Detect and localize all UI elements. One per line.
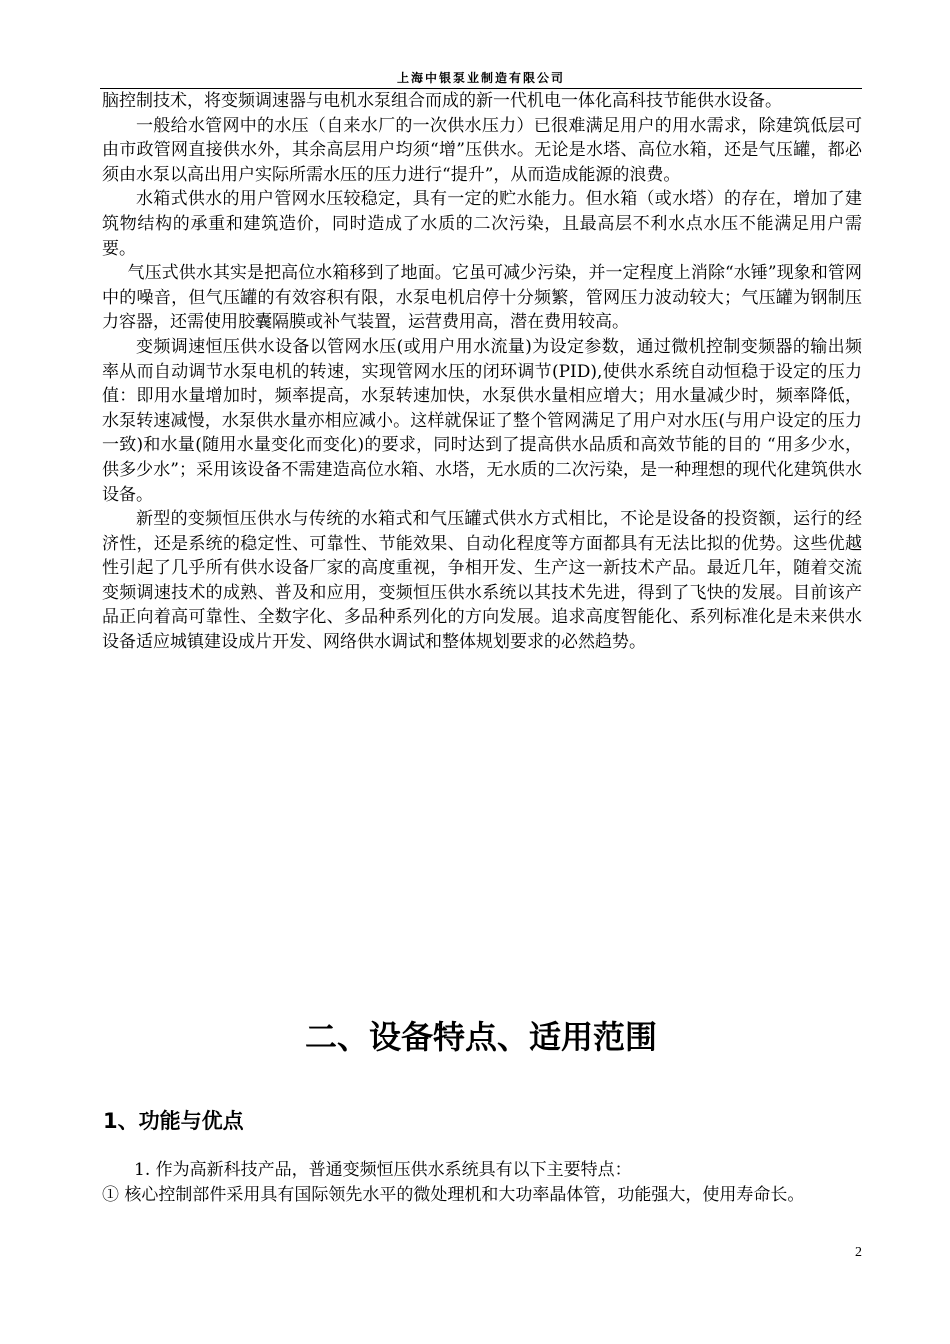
- paragraph-water-tank: 水箱式供水的用户管网水压较稳定，具有一定的贮水能力。但水箱（或水塔）的存在，增加了建筑物结构的承重和建筑造价，同时造成了水质的二次污染，且最高层不利水点水压不能满足用户需要。: [102, 189, 862, 259]
- paragraph-continuation: 脑控制技术，将变频调速器与电机水泵组合而成的新一代机电一体化高科技节能供水设备。: [102, 91, 782, 111]
- paragraph-water-pressure: 一般给水管网中的水压（自来水厂的一次供水压力）已很难满足用户的用水需求，除建筑低层可由市政管网直接供水外，其余高层用户均须“增”压供水。无论是水塔、高位水箱，还是气压罐，都必须由水泵以高出用户实际所需水压的压力进行“提升”，从而造成能源的浪费。: [102, 115, 862, 185]
- paragraph-pneumatic: 气压式供水其实是把高位水箱移到了地面。它虽可减少污染，并一定程度上消除“水锤”现象和管网中的噪音，但气压罐的有效容积有限，水泵电机启停十分频繁，管网压力波动较大；气压罐为钢制压力容器，还需使用胶囊隔膜或补气装置，运营费用高，潜在费用较高。: [102, 263, 862, 333]
- page-number: 2: [855, 1245, 862, 1260]
- paragraph-comparison: 新型的变频恒压供水与传统的水箱式和气压罐式供水方式相比，不论是设备的投资额，运行的经济性，还是系统的稳定性、可靠性、节能效果、自动化程度等方面都具有无法比拟的优势。这些优越性引起了几乎所有供水设备厂家的高度重视，争相开发、生产这一新技术产品。最近几年，随着交流变频调速技术的成熟、普及和应用，变频恒压供水系统以其技术先进，得到了飞快的发展。目前该产品正向着高可靠性、全数字化、多品种系列化的方向发展。追求高度智能化、系列标准化是未来供水设备适应城镇建设成片开发、网络供水调试和整体规划要求的必然趋势。: [102, 509, 862, 653]
- list-item: ① 核心控制部件采用具有国际领先水平的微处理机和大功率晶体管，功能强大，使用寿命长。: [102, 1184, 805, 1205]
- page-header-company: 上海中银泵业制造有限公司: [396, 71, 565, 85]
- section-title: 二、设备特点、适用范围: [304, 1018, 657, 1056]
- body-text: [102, 89, 862, 655]
- feature-list: [102, 1158, 862, 1207]
- list-item: 1. 作为高新科技产品，普通变频恒压供水系统具有以下主要特点：: [134, 1160, 632, 1180]
- subsection-title: 1、功能与优点: [103, 1109, 244, 1133]
- paragraph-variable-frequency: 变频调速恒压供水设备以管网水压(或用户用水流量)为设定参数，通过微机控制变频器的输出频率从而自动调节水泵电机的转速，实现管网水压的闭环调节(PID),使供水系统自动恒稳于设定的压力值：即用水量增加时，频率提高，水泵转速加快，水泵供水量相应增大；用水量减少时，频率降低，水泵转速减慢，水泵供水量亦相应减小。这样就保证了整个管网满足了用户对水压(与用户设定的压力一致)和水量(随用水量变化而变化)的要求，同时达到了提高供水品质和高效节能的目的 “用多少水，供多少水”；采用该设备不需建造高位水箱、水塔，无水质的二次污染，是一种理想的现代化建筑供水设备。: [102, 336, 862, 505]
